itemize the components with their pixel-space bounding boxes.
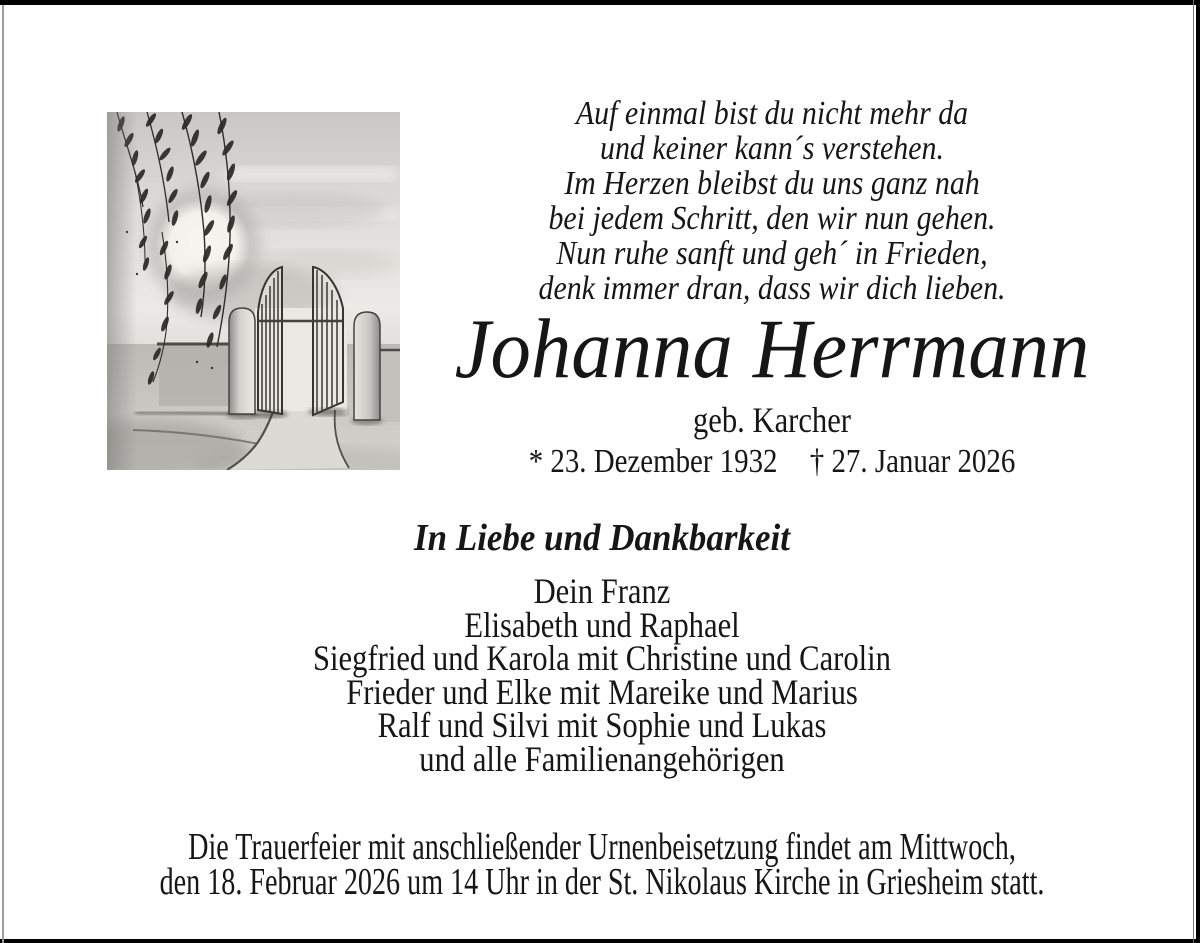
- tribute-line: In Liebe und Dankbarkeit: [414, 517, 790, 559]
- memorial-illustration: [107, 112, 400, 470]
- death-date: † 27. Januar 2026: [809, 443, 1016, 480]
- scan-edge-right: [1196, 0, 1200, 943]
- edge-vignette: [107, 112, 137, 470]
- mourner-line: Frieder und Elke mit Mareike und Marius: [346, 671, 858, 712]
- poem-line: Im Herzen bleibst du uns ganz nah: [564, 165, 980, 202]
- scan-edge-right-line: [1193, 0, 1194, 943]
- mourner-line: Dein Franz: [533, 571, 671, 611]
- mourner-line: Ralf und Silvi mit Sophie und Lukas: [377, 705, 827, 745]
- announcement-line: Die Trauerfeier mit anschließender Urnenbeisetzung findet am Mittwoch,: [188, 826, 1016, 868]
- scan-edge-bottom: [0, 939, 1200, 943]
- scan-edge-top: [0, 0, 1200, 5]
- maiden-name: geb. Karcher: [692, 400, 851, 440]
- memorial-poem: [376, 96, 1168, 306]
- poem-line: Nun ruhe sanft und geh´ in Frieden,: [556, 235, 988, 272]
- funeral-announcement: [106, 826, 1098, 903]
- poem-line: Auf einmal bist du nicht mehr da: [575, 95, 969, 132]
- poem-line: und keiner kann´s verstehen.: [600, 130, 944, 167]
- birth-date: * 23. Dezember 1932: [528, 443, 778, 480]
- poem-line: denk immer dran, dass wir dich lieben.: [538, 270, 1006, 307]
- mourner-line: und alle Familienangehörigen: [419, 738, 785, 779]
- scan-edge-left-line: [2, 5, 4, 943]
- poem-line: bei jedem Schritt, den wir nun gehen.: [548, 200, 996, 237]
- deceased-name: Johanna Herrmann: [454, 302, 1090, 396]
- mourner-line: Siegfried und Karola mit Christine und Carolin: [313, 638, 891, 678]
- announcement-line: den 18. Februar 2026 um 14 Uhr in der St. Nikolaus Kirche in Griesheim statt.: [159, 861, 1045, 903]
- life-dates: [390, 445, 1155, 479]
- mourners-list: [220, 571, 985, 779]
- mourner-line: Elisabeth und Raphael: [464, 604, 740, 645]
